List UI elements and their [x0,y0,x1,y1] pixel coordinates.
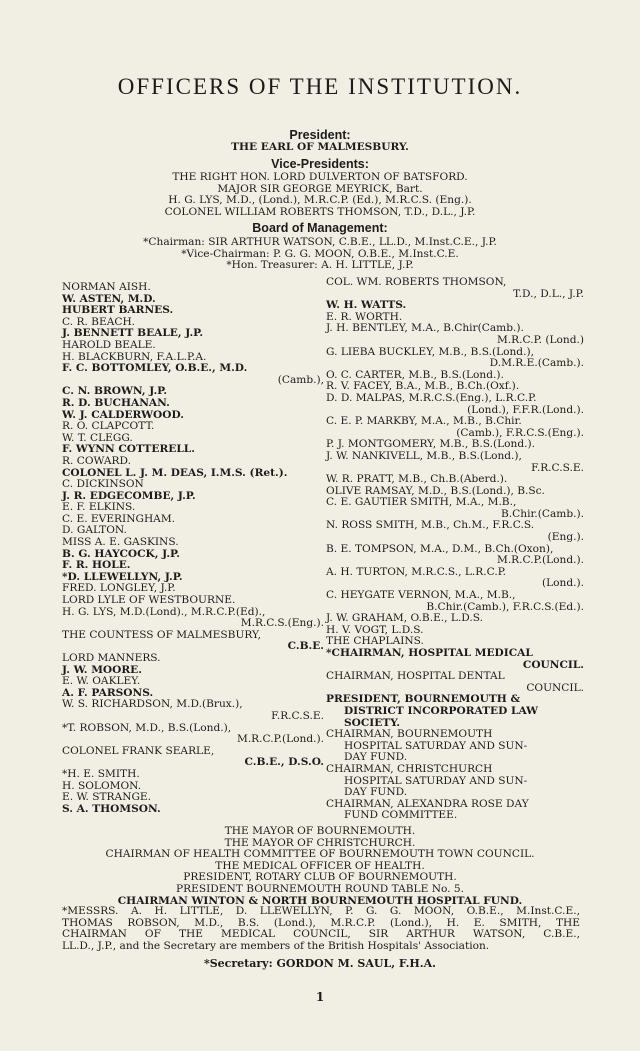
member-name: W. H. WATTS. [326,299,407,312]
member-name: COLONEL FRANK SEARLE, [62,744,215,757]
board-officer: *Chairman: SIR ARTHUR WATSON, C.B.E., LL.D., M.Inst.C.E., J.P. [143,236,497,248]
member-name: *T. ROBSON, M.D., B.S.(Lond.), [62,721,232,734]
member-name: R. O. CLAPCOTT. [62,420,155,433]
member-name: FRED. LONGLEY, J.P. [62,582,176,595]
member-name: W. J. CALDERWOOD. [62,408,184,421]
member-name: THE CHAPLAINS. [326,635,424,648]
president-name: THE EARL OF MALMESBURY. [231,141,409,153]
member-name: F. R. HOLE. [62,559,131,572]
ex-officio-member: THE MAYOR OF CHRISTCHURCH. [224,836,416,849]
member-name: B. G. HAYCOCK, J.P. [62,547,180,560]
member-name-continued: (Camb.), [277,373,324,386]
member-name: S. A. THOMSON. [62,802,161,815]
member-name: HAROLD BEALE. [62,338,156,351]
ex-officio-list [0,826,640,907]
board-officer: *Hon. Treasurer: A. H. LITTLE, J.P. [226,259,414,272]
member-name: THE COUNTESS OF MALMESBURY, [62,628,262,641]
member-name: W. ASTEN, M.D. [62,292,156,305]
member-name: A. F. PARSONS. [62,686,154,699]
ex-officio-member: CHAIRMAN OF HEALTH COMMITTEE OF BOURNEMOUTH TOWN COUNCIL. [105,848,535,861]
member-name: C. N. BROWN, J.P. [62,385,168,398]
member-role: CHAIRMAN, BOURNEMOUTH [326,728,493,741]
member-name: COL. WM. ROBERTS THOMSON, [326,276,507,288]
member-name-continued: T.D., D.L., J.P. [513,287,584,300]
member-name: B. E. TOMPSON, M.A., D.M., B.Ch.(Oxon), [326,542,554,555]
member-role-continued: COUNCIL. [526,681,584,694]
member-name: MISS A. E. GASKINS. [62,536,179,549]
member-role-continued: DISTRICT INCORPORATED LAW [344,704,539,717]
member-name: C. E. P. MARKBY, M.A., M.B., B.Chir. [326,415,522,428]
page-number: 1 [315,990,325,1004]
members-right-column [326,277,584,822]
member-name: F. C. BOTTOMLEY, O.B.E., M.D. [62,362,248,375]
member-name: R. D. BUCHANAN. [62,396,170,409]
member-role-continued: HOSPITAL SATURDAY AND SUN- [344,739,528,752]
member-name: A. H. TURTON, M.R.C.S., L.R.C.P. [326,565,507,578]
member-role-continued: DAY FUND. [344,751,408,764]
member-name-continued: C.B.E. [287,640,324,653]
member-name: J. BENNETT BEALE, J.P. [62,327,204,340]
member-role-continued: COUNCIL. [522,658,584,671]
member-role-continued: SOCIETY. [344,716,401,729]
member-name: C. HEYGATE VERNON, M.A., M.B., [326,589,516,602]
ex-officio-member: THE MAYOR OF BOURNEMOUTH. [224,825,416,837]
member-role-continued: HOSPITAL SATURDAY AND SUN- [344,774,528,787]
member-name-continued: (Eng.). [547,531,584,544]
member-name: D. D. MALPAS, M.R.C.S.(Eng.), L.R.C.P. [326,391,537,404]
member-name-continued: B.Chir.(Camb.). [501,507,584,520]
member-name: O. C. CARTER, M.B., B.S.(Lond.). [326,368,504,381]
member-name: F. WYNN COTTERELL. [62,443,195,456]
footnote-line: LL.D., J.P., and the Secretary are members of the British Hospitals' Association. [62,939,490,952]
member-role-continued: FUND COMMITTEE. [344,809,458,822]
member-name: J. W. MOORE. [62,663,142,676]
member-name-continued: F.R.C.S.E. [271,709,324,722]
member-name: R. COWARD. [62,454,131,467]
member-name: W. T. CLEGG. [62,431,133,444]
member-name-continued: (Lond.). [541,577,584,590]
member-name-continued: (Camb.), F.R.C.S.(Eng.). [456,426,584,439]
board-officers [0,237,640,272]
member-name: H. V. VOGT, L.D.S. [326,623,424,636]
member-role: CHAIRMAN, HOSPITAL DENTAL [326,670,505,683]
ex-officio-member: CHAIRMAN WINTON & NORTH BOURNEMOUTH HOSPITAL FUND. [117,894,523,907]
member-name: *H. E. SMITH. [62,767,140,780]
member-name: COLONEL L. J. M. DEAS, I.M.S. (Ret.). [62,466,288,479]
member-name: E. R. WORTH. [326,310,403,323]
member-name: E. W. STRANGE. [62,791,152,804]
member-role: CHAIRMAN, CHRISTCHURCH [326,762,493,775]
vice-president: THE RIGHT HON. LORD DULVERTON OF BATSFORD. [172,171,468,183]
board-heading: Board of Management: [252,221,388,235]
ex-officio-member: THE MEDICAL OFFICER OF HEALTH. [215,859,425,872]
member-name: LORD LYLE OF WESTBOURNE. [62,594,236,607]
member-name: E. W. OAKLEY. [62,675,141,688]
member-name: J. H. BENTLEY, M.A., B.Chir(Camb.). [326,322,524,335]
member-name-continued: F.R.C.S.E. [531,461,584,474]
member-name-continued: M.R.C.S.(Eng.). [240,617,324,630]
footnote-line: *MESSRS. A. H. LITTLE, D. LLEWELLYN, P. G. G. MOON, O.B.E., M.Inst.C.E., [62,905,580,917]
member-role-continued: DAY FUND. [344,786,408,799]
member-name: J. W. NANKIVELL, M.B., B.S.(Lond.), [326,449,522,462]
footnote-line: THOMAS ROBSON, M.D., B.S. (Lond.), M.R.C.P. (Lond.), H. E. SMITH, THE [62,916,580,929]
ex-officio-member: PRESIDENT BOURNEMOUTH ROUND TABLE No. 5. [176,882,464,895]
member-name: LORD MANNERS. [62,652,161,664]
ex-officio-member: PRESIDENT, ROTARY CLUB OF BOURNEMOUTH. [183,871,457,884]
member-name: E. F. ELKINS. [62,501,136,514]
member-name-continued: M.R.C.P.(Lond.). [236,733,324,746]
members-left-column [62,282,324,815]
member-role: CHAIRMAN, ALEXANDRA ROSE DAY [326,797,529,810]
member-name: C. E. EVERINGHAM. [62,512,176,525]
vice-president: COLONEL WILLIAM ROBERTS THOMSON, T.D., D.L., J.P. [164,205,476,218]
member-name: D. GALTON. [62,524,127,537]
member-name: NORMAN AISH. [62,281,151,293]
board-officer: *Vice-Chairman: P. G. G. MOON, O.B.E., M.Inst.C.E. [181,247,459,260]
member-role: PRESIDENT, BOURNEMOUTH & [326,693,521,706]
member-name: C. R. BEACH. [62,315,136,328]
member-name-continued: D.M.R.E.(Camb.). [489,357,584,370]
member-name: *D. LLEWELLYN, J.P. [62,570,183,583]
member-name: G. LIEBA BUCKLEY, M.B., B.S.(Lond.), [326,345,534,358]
member-name: N. ROSS SMITH, M.B., Ch.M., F.R.C.S. [326,519,535,532]
member-name: H. G. LYS, M.D.(Lond)., M.R.C.P.(Ed)., [62,605,266,618]
member-name-continued: (Lond.), F.F.R.(Lond.). [467,403,584,416]
secretary-line: *Secretary: GORDON M. SAUL, F.H.A. [203,957,436,970]
vice-president: H. G. LYS, M.D., (Lond.), M.R.C.P. (Ed.), M.R.C.S. (Eng.). [168,194,472,207]
footnote-line: CHAIRMAN OF THE MEDICAL COUNCIL, SIR ARTHUR WATSON, C.B.E., [62,928,580,941]
member-name: HUBERT BARNES. [62,304,174,317]
member-name: P. J. MONTGOMERY, M.B., B.S.(Lond.). [326,438,536,451]
member-role: *CHAIRMAN, HOSPITAL MEDICAL [326,647,533,659]
member-name: OLIVE RAMSAY, M.D., B.S.(Lond.), B.Sc. [326,484,545,497]
member-name: H. SOLOMON. [62,779,142,792]
vice-presidents-list [0,172,640,218]
member-name: H. BLACKBURN, F.A.L.P.A. [62,350,207,363]
member-name-continued: M.R.C.P. (Lond.) [496,333,584,346]
member-name: R. V. FACEY, B.A., M.B., B.Ch.(Oxf.). [326,380,520,393]
page-title: OFFICERS OF THE INSTITUTION. [117,74,523,99]
member-name-continued: B.Chir.(Camb.), F.R.C.S.(Ed.). [426,600,584,613]
member-name: J. R. EDGECOMBE, J.P. [62,489,196,502]
president-heading: President: [289,128,351,142]
vice-president: MAJOR SIR GEORGE MEYRICK, Bart. [217,182,423,195]
member-name-continued: M.R.C.P.(Lond.). [496,554,584,567]
member-name: J. W. GRAHAM, O.B.E., L.D.S. [326,612,484,625]
member-name: C. DICKINSON [62,478,144,491]
vice-presidents-heading: Vice-Presidents: [271,157,369,171]
member-name: W. R. PRATT, M.B., Ch.B.(Aberd.). [326,473,508,486]
member-name: C. E. GAUTIER SMITH, M.A., M.B., [326,496,517,509]
footnote [62,906,580,952]
member-name-continued: C.B.E., D.S.O. [244,756,324,769]
member-name: W. S. RICHARDSON, M.D.(Brux.), [62,698,243,711]
